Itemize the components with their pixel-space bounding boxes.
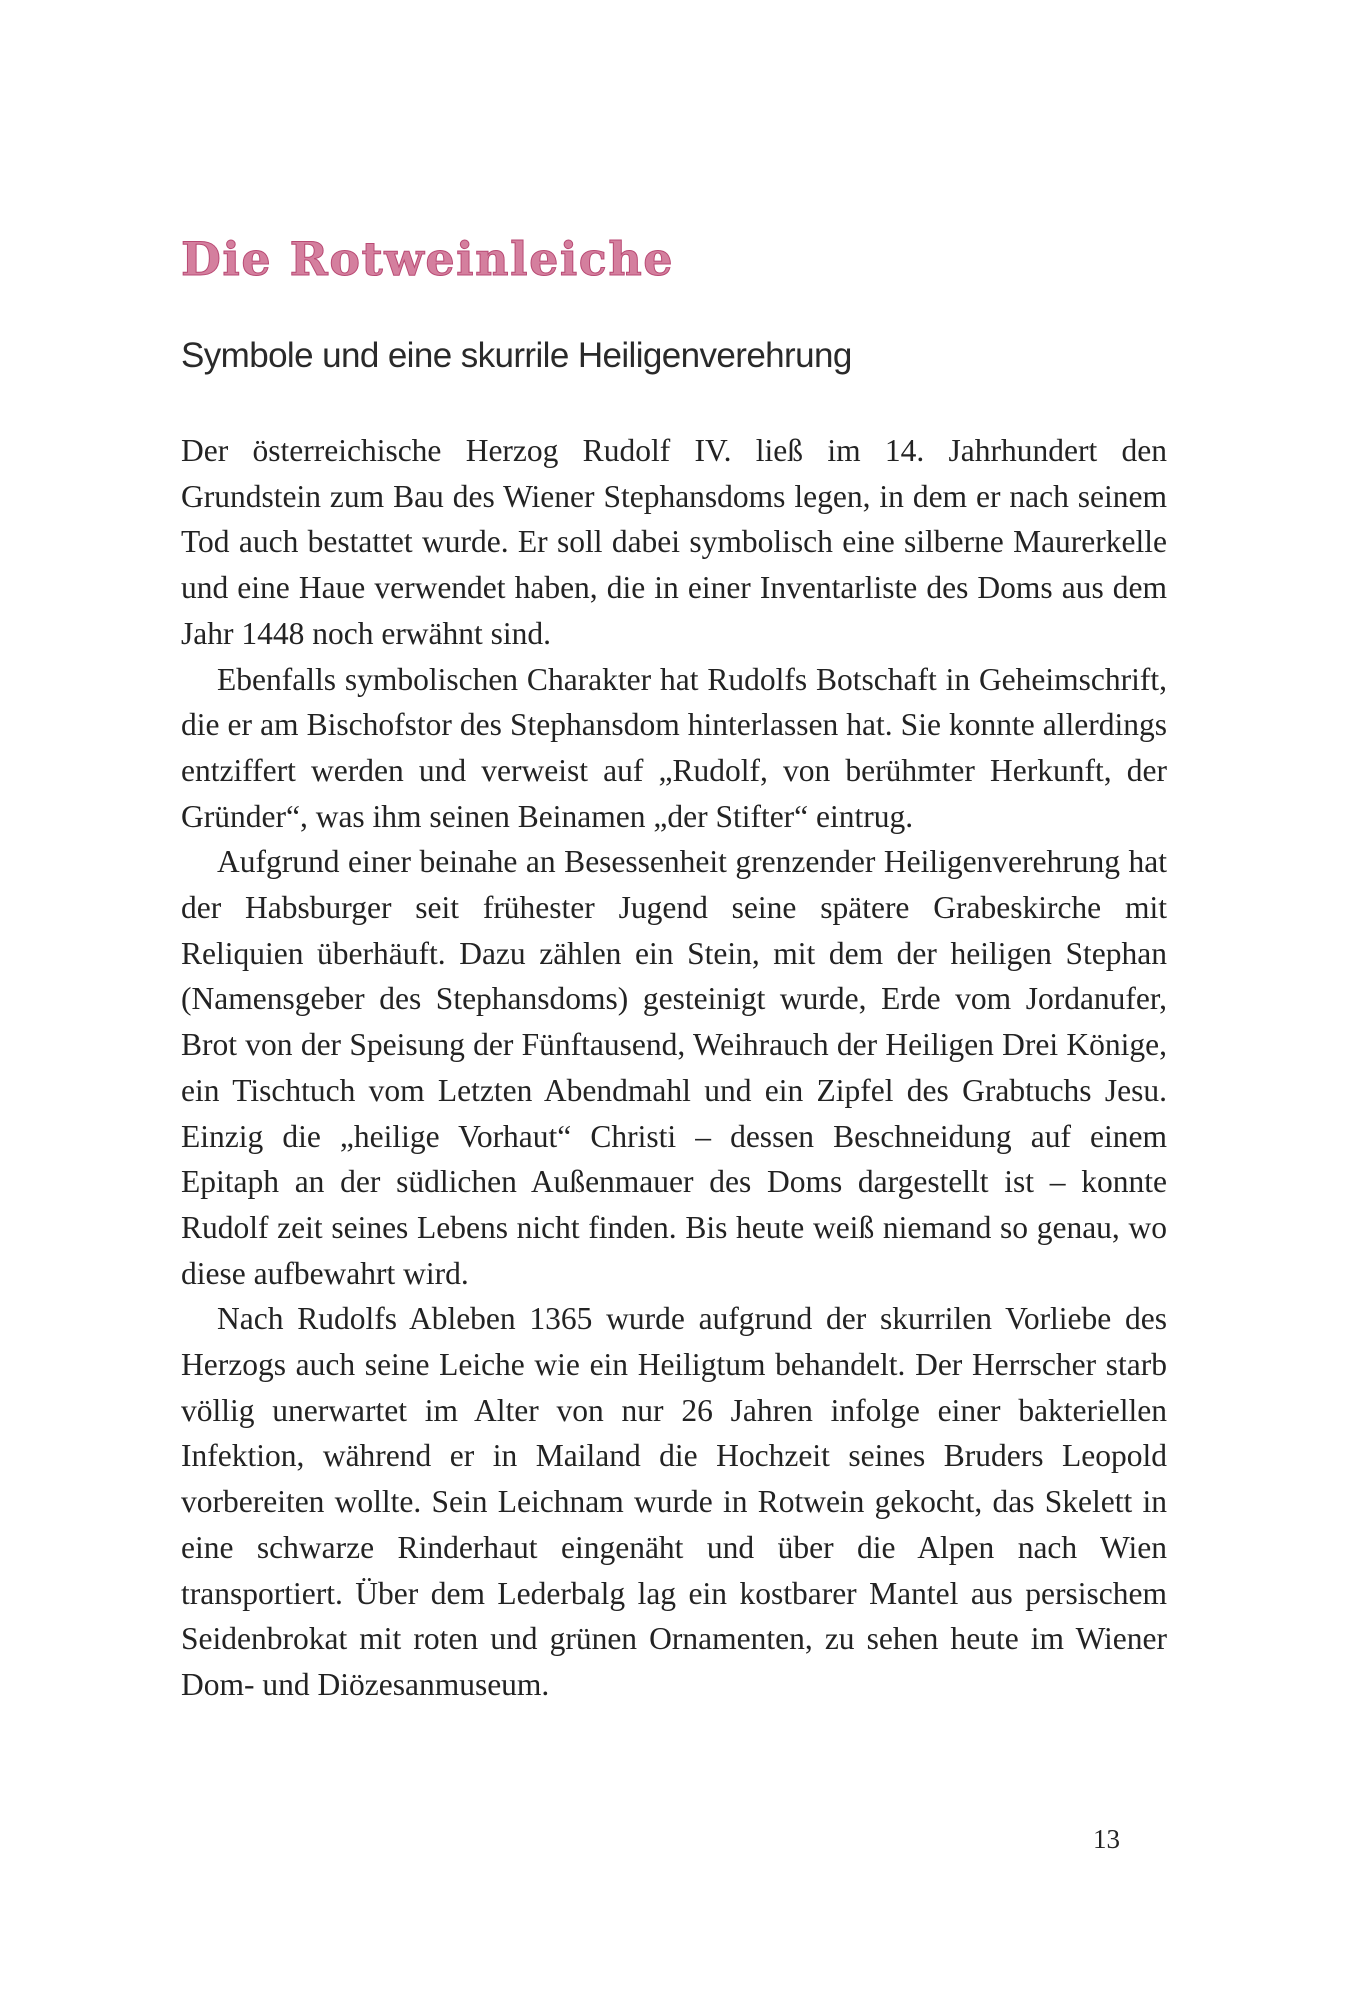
chapter-title: Die Rotweinleiche xyxy=(181,232,675,286)
body-text xyxy=(181,428,1167,1708)
chapter-subtitle: Symbole und eine skurrile Heiligenverehrung xyxy=(181,336,852,375)
paragraph: Nach Rudolfs Ableben 1365 wurde aufgrund der skurrilen Vorliebe des Herzogs auch seine Leiche wie ein Heiligtum behandelt. Der Herrscher starb völlig unerwartet im Alter von nur 26 Jahren infolge einer bakteriellen Infektion, während er in Mailand die Hochzeit seines Bruders Leopold vorbereiten wollte. Sein Leichnam wurde in Rotwein gekocht, das Skelett in eine schwarze Rinderhaut eingenäht und über die Alpen nach Wien transportiert. Über dem Lederbalg lag ein kostbarer Mantel aus persischem Seidenbrokat mit roten und grünen Ornamenten, zu sehen heute im Wiener Dom- und Diözesanmuseum. xyxy=(181,1301,1167,1702)
page-number: 13 xyxy=(1093,1824,1120,1854)
paragraph: Ebenfalls symbolischen Charakter hat Rudolfs Botschaft in Geheimschrift, die er am Bischofstor des Stephansdom hinterlassen hat. Sie konnte allerdings entziffert werden und verweist auf „Rudolf, von berühmter Herkunft, der Gründer“, was ihm seinen Beinamen „der Stifter“ eintrug. xyxy=(181,661,1167,834)
paragraph: Der österreichische Herzog Rudolf IV. ließ im 14. Jahrhundert den Grundstein zum Bau des Wiener Stephansdoms legen, in dem er nach seinem Tod auch bestattet wurde. Er soll dabei symbolisch eine silberne Maurerkelle und eine Haue verwendet haben, die in einer Inventarliste des Doms aus dem Jahr 1448 noch erwähnt sind. xyxy=(181,433,1167,651)
paragraph: Aufgrund einer beinahe an Besessenheit grenzender Heiligenverehrung hat der Habsburger seit frühester Jugend seine spätere Grabeskirche mit Reliquien überhäuft. Dazu zählen ein Stein, mit dem der heiligen Stephan (Namensgeber des Stephansdoms) gesteinigt wurde, Erde vom Jordanufer, Brot von der Speisung der Fünftausend, Weihrauch der Heiligen Drei Könige, ein Tischtuch vom Letzten Abendmahl und ein Zipfel des Grabtuchs Jesu. Einzig die „heilige Vorhaut“ Christi – dessen Beschneidung auf einem Epitaph an der südlichen Außenmauer des Doms dargestellt ist – konnte Rudolf zeit seines Lebens nicht finden. Bis heute weiß niemand so genau, wo diese aufbewahrt wird. xyxy=(181,844,1167,1291)
